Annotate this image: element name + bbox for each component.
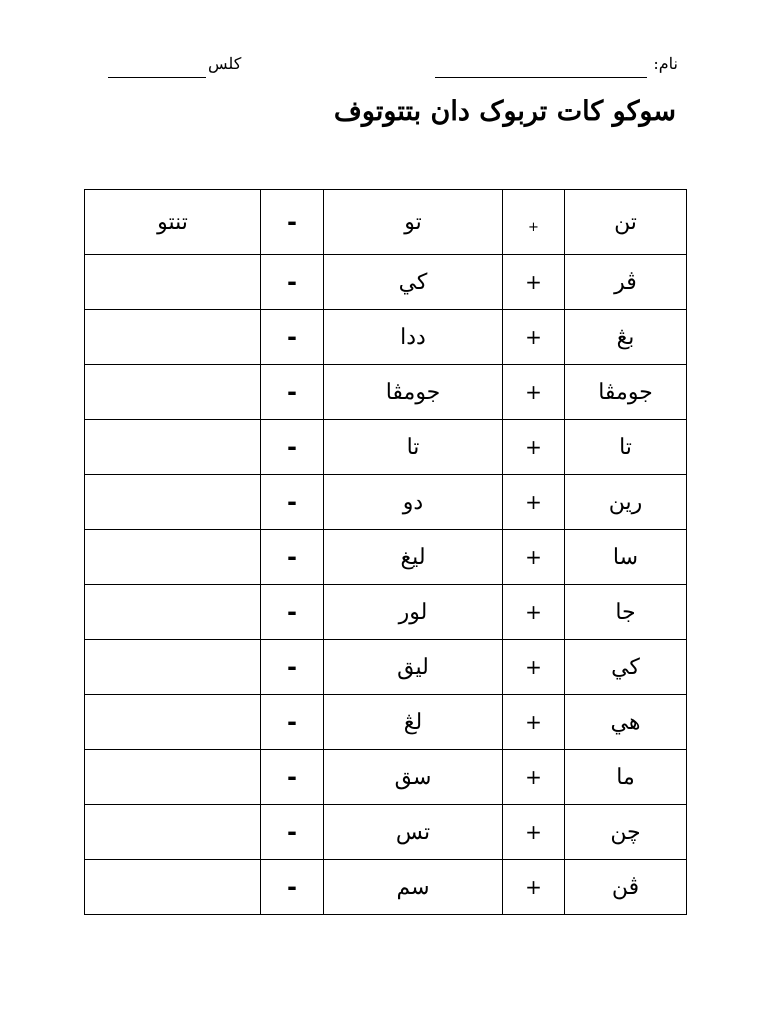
first-syllable: كي <box>565 640 687 695</box>
equals-sign: - <box>261 365 324 420</box>
table-row <box>85 420 687 475</box>
plus-sign: + <box>503 255 565 310</box>
table-row <box>85 750 687 805</box>
class-blank-line[interactable] <box>108 57 206 78</box>
plus-sign: + <box>503 310 565 365</box>
answer-cell[interactable]: تنتو <box>85 190 261 255</box>
plus-sign: + <box>503 190 565 255</box>
second-syllable: تس <box>324 805 503 860</box>
first-syllable: ڤن <box>565 860 687 915</box>
table-row <box>85 190 687 255</box>
first-syllable: چن <box>565 805 687 860</box>
first-syllable: جا <box>565 585 687 640</box>
table-row <box>85 860 687 915</box>
second-syllable: تا <box>324 420 503 475</box>
answer-cell[interactable] <box>85 255 261 310</box>
first-syllable: تا <box>565 420 687 475</box>
table-row <box>85 695 687 750</box>
equals-sign: - <box>261 750 324 805</box>
table-row <box>85 365 687 420</box>
equals-sign: - <box>261 255 324 310</box>
equals-sign: - <box>261 475 324 530</box>
first-syllable: جومڤا <box>565 365 687 420</box>
first-syllable: هي <box>565 695 687 750</box>
plus-sign: + <box>503 805 565 860</box>
second-syllable: لڠ <box>324 695 503 750</box>
answer-cell[interactable] <box>85 860 261 915</box>
equals-sign: - <box>261 860 324 915</box>
table-row <box>85 310 687 365</box>
table-row <box>85 255 687 310</box>
answer-cell[interactable] <box>85 640 261 695</box>
first-syllable: تن <box>565 190 687 255</box>
second-syllable: ليغ <box>324 530 503 585</box>
name-field <box>435 50 678 78</box>
equals-sign: - <box>261 310 324 365</box>
answer-cell[interactable] <box>85 475 261 530</box>
worksheet-title: سوکو کات تربوک دان بتتوتوف <box>333 96 676 127</box>
answer-cell[interactable] <box>85 310 261 365</box>
plus-sign: + <box>503 860 565 915</box>
answer-cell[interactable] <box>85 750 261 805</box>
equals-sign: - <box>261 805 324 860</box>
plus-sign: + <box>503 585 565 640</box>
equals-sign: - <box>261 420 324 475</box>
equals-sign: - <box>261 530 324 585</box>
plus-sign: + <box>503 420 565 475</box>
second-syllable: تو <box>324 190 503 255</box>
table-row <box>85 530 687 585</box>
second-syllable: ليق <box>324 640 503 695</box>
plus-sign: + <box>503 695 565 750</box>
answer-cell[interactable] <box>85 805 261 860</box>
first-syllable: رين <box>565 475 687 530</box>
second-syllable: دو <box>324 475 503 530</box>
name-label: نام: <box>653 54 678 73</box>
equals-sign: - <box>261 695 324 750</box>
answer-cell[interactable] <box>85 420 261 475</box>
answer-cell[interactable] <box>85 530 261 585</box>
first-syllable: بڠ <box>565 310 687 365</box>
answer-cell[interactable] <box>85 695 261 750</box>
first-syllable: سا <box>565 530 687 585</box>
second-syllable: كي <box>324 255 503 310</box>
equals-sign: - <box>261 190 324 255</box>
first-syllable: ما <box>565 750 687 805</box>
table-row <box>85 585 687 640</box>
name-blank-line[interactable] <box>435 57 647 78</box>
answer-cell[interactable] <box>85 585 261 640</box>
second-syllable: جومڤا <box>324 365 503 420</box>
table-row <box>85 640 687 695</box>
plus-sign: + <box>503 530 565 585</box>
table-row <box>85 475 687 530</box>
plus-sign: + <box>503 640 565 695</box>
plus-sign: + <box>503 365 565 420</box>
table-row <box>85 805 687 860</box>
second-syllable: لور <box>324 585 503 640</box>
first-syllable: ڤر <box>565 255 687 310</box>
equals-sign: - <box>261 585 324 640</box>
second-syllable: ددا <box>324 310 503 365</box>
second-syllable: سم <box>324 860 503 915</box>
equals-sign: - <box>261 640 324 695</box>
second-syllable: سق <box>324 750 503 805</box>
plus-sign: + <box>503 475 565 530</box>
word-combination-table <box>84 189 687 915</box>
plus-sign: + <box>503 750 565 805</box>
answer-cell[interactable] <box>85 365 261 420</box>
class-field <box>108 50 241 78</box>
class-label: کلس <box>208 54 242 73</box>
